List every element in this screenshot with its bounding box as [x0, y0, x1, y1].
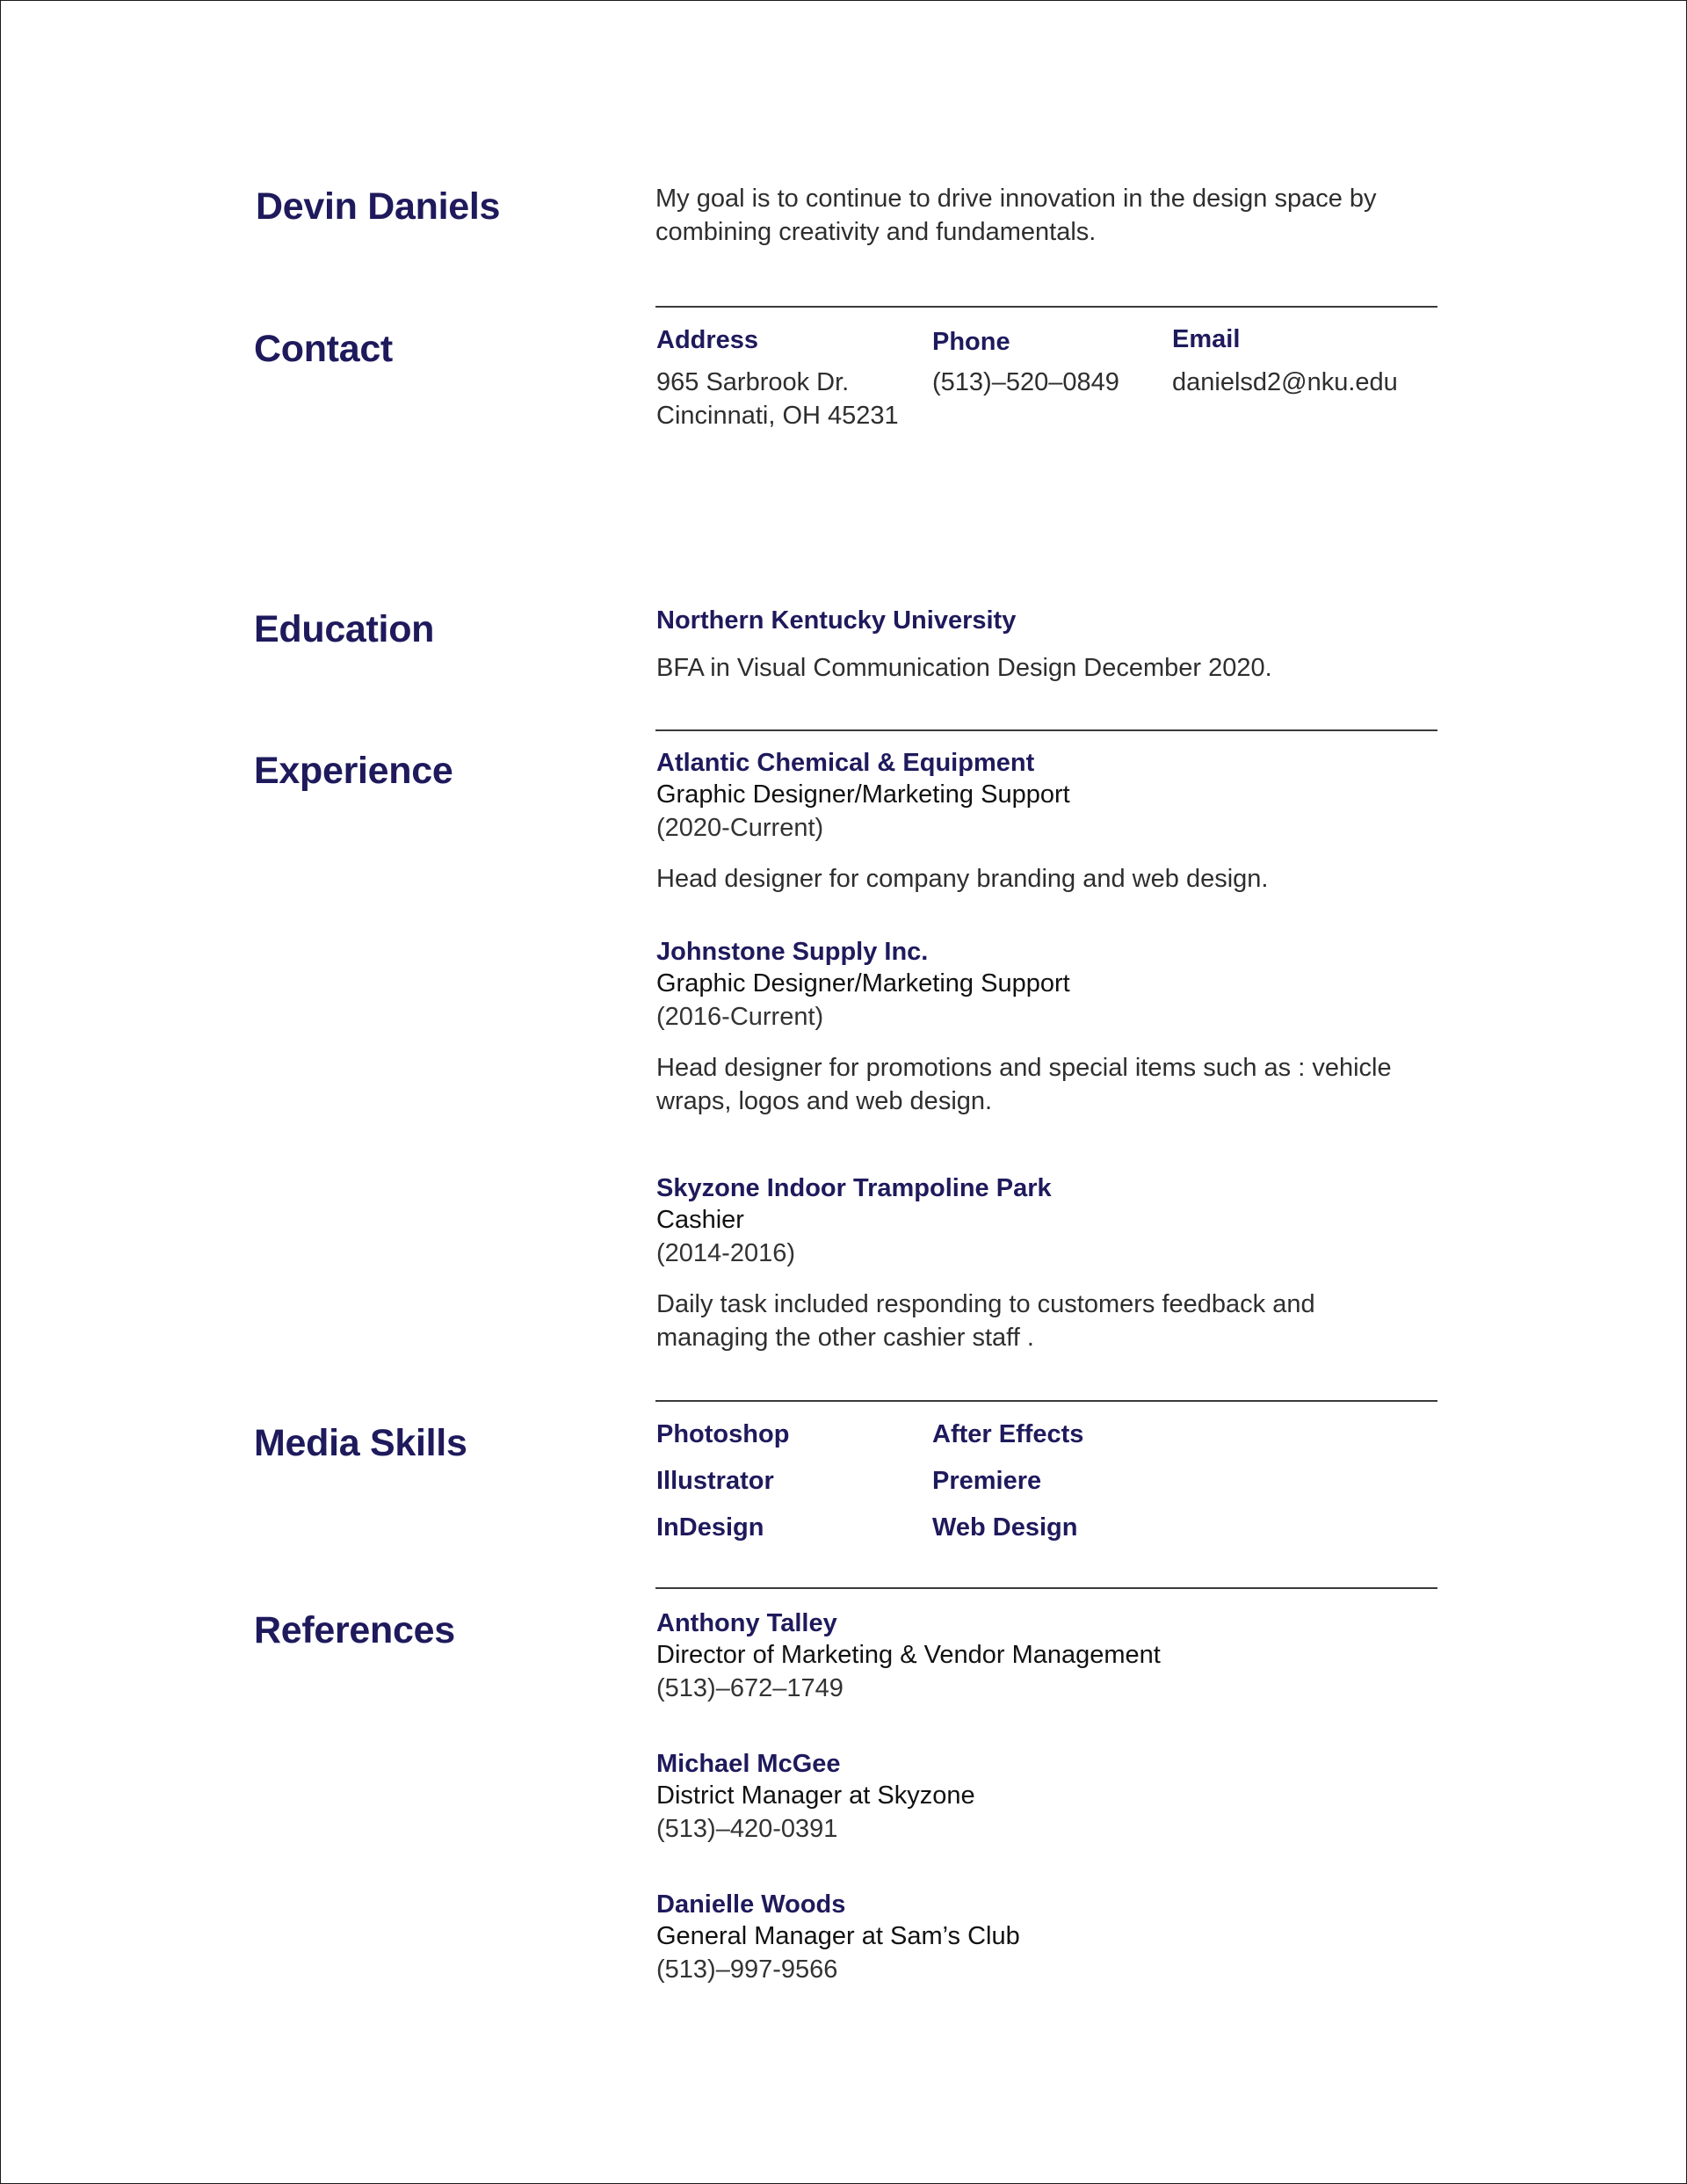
job-description: [656, 1051, 1392, 1118]
skill-item: Web Design: [932, 1513, 1078, 1542]
job-title: Graphic Designer/Marketing Support: [656, 780, 1070, 809]
education-heading: Education: [254, 608, 435, 650]
skills-column-1: [656, 1419, 789, 1542]
job-entry: [656, 748, 1268, 896]
email-value[interactable]: danielsd2@nku.edu: [1172, 368, 1398, 396]
skills-heading: Media Skills: [254, 1422, 467, 1464]
job-title: Cashier: [656, 1206, 744, 1234]
reference-entry: [656, 1890, 1020, 1986]
reference-name: Danielle Woods: [656, 1890, 846, 1919]
reference-entry: [656, 1608, 1161, 1705]
references-divider: [655, 1587, 1437, 1589]
job-dates: (2014-2016): [656, 1239, 795, 1267]
skill-item: Premiere: [932, 1467, 1042, 1495]
skill-item: InDesign: [656, 1513, 764, 1542]
reference-title: Director of Marketing & Vendor Management: [656, 1641, 1161, 1669]
address-line-2: Cincinnati, OH 45231: [656, 402, 899, 430]
job-company: Atlantic Chemical & Equipment: [656, 749, 1035, 777]
job-description-line: Daily task included responding to customers feedback and: [656, 1290, 1315, 1318]
contact-divider: [655, 306, 1437, 308]
reference-entry: [656, 1749, 975, 1846]
job-description-line: Head designer for company branding and web design.: [656, 865, 1269, 893]
email-label: Email: [1172, 325, 1241, 353]
address-block: [656, 325, 899, 432]
objective-line-2: combining creativity and fundamentals.: [655, 218, 1097, 246]
job-company: Johnstone Supply Inc.: [656, 938, 929, 966]
school-name: Northern Kentucky University: [656, 606, 1017, 635]
reference-phone: (513)–672–1749: [656, 1674, 844, 1702]
phone-value: (513)–520–0849: [932, 368, 1119, 396]
education-block: [656, 606, 1272, 685]
job-title: Graphic Designer/Marketing Support: [656, 969, 1070, 998]
skill-item: Photoshop: [656, 1420, 790, 1448]
job-description-line: managing the other cashier staff .: [656, 1324, 1034, 1352]
person-name: Devin Daniels: [256, 185, 501, 228]
reference-name: Michael McGee: [656, 1750, 841, 1778]
experience-heading: Experience: [254, 750, 453, 792]
skill-item: Illustrator: [656, 1467, 774, 1495]
job-entry: [656, 1173, 1315, 1354]
reference-title: District Manager at Skyzone: [656, 1781, 975, 1810]
skills-column-2: [932, 1419, 1083, 1542]
email-block: [1172, 324, 1398, 399]
references-heading: References: [254, 1609, 455, 1651]
reference-title: General Manager at Sam’s Club: [656, 1922, 1020, 1950]
job-dates: (2016-Current): [656, 1003, 824, 1031]
phone-label: Phone: [932, 328, 1010, 356]
address-line-1: 965 Sarbrook Dr.: [656, 368, 850, 396]
reference-phone: (513)–420-0391: [656, 1815, 838, 1843]
objective-line-1: My goal is to continue to drive innovation in the design space by: [655, 185, 1377, 213]
experience-divider: [655, 729, 1437, 731]
objective: [655, 182, 1377, 249]
job-description: [656, 862, 1268, 896]
contact-heading: Contact: [254, 328, 393, 370]
degree-text: BFA in Visual Communication Design December 2020.: [656, 654, 1272, 682]
reference-name: Anthony Talley: [656, 1609, 837, 1637]
job-description-line: Head designer for promotions and special items such as : vehicle: [656, 1054, 1392, 1082]
job-description: [656, 1288, 1315, 1354]
reference-phone: (513)–997-9566: [656, 1955, 838, 1984]
job-company: Skyzone Indoor Trampoline Park: [656, 1174, 1052, 1202]
job-dates: (2020-Current): [656, 814, 824, 842]
job-description-line: wraps, logos and web design.: [656, 1087, 993, 1115]
skill-item: After Effects: [932, 1420, 1084, 1448]
skills-divider: [655, 1400, 1437, 1402]
phone-block: [932, 327, 1119, 399]
job-entry: [656, 937, 1392, 1118]
address-label: Address: [656, 326, 759, 354]
